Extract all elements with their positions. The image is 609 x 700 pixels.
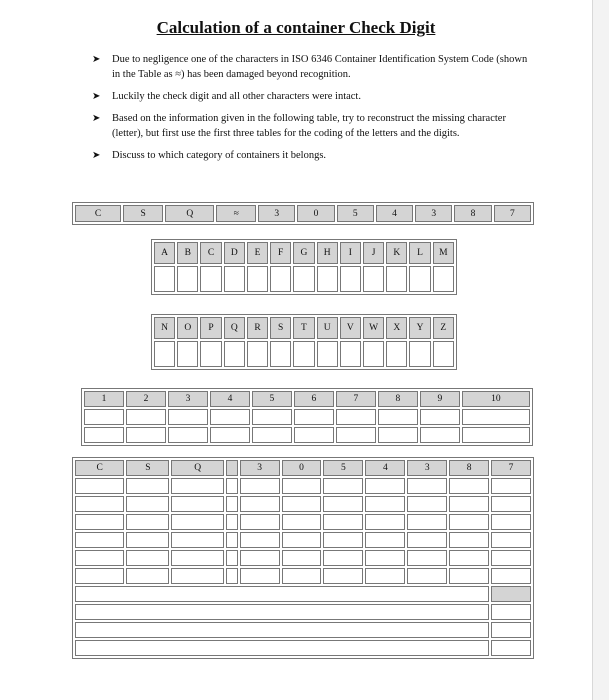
code-cell: 4 bbox=[376, 205, 413, 222]
blank-cell bbox=[340, 341, 361, 367]
blank-cell bbox=[409, 341, 430, 367]
code-cell: S bbox=[123, 205, 163, 222]
blank-cell bbox=[462, 427, 530, 443]
blank-cell bbox=[75, 478, 124, 494]
missing-character-cell bbox=[226, 460, 238, 476]
blank-cell bbox=[323, 532, 363, 548]
blank-cell bbox=[491, 568, 531, 584]
instruction-item: ➤ Luckily the check digit and all other characters were intact. bbox=[92, 91, 361, 102]
table-row bbox=[75, 550, 531, 566]
code-cell: 0 bbox=[297, 205, 334, 222]
table-row bbox=[75, 532, 531, 548]
blank-cell bbox=[84, 409, 124, 425]
blank-cell bbox=[226, 514, 238, 530]
blank-cell bbox=[317, 341, 338, 367]
blank-cell bbox=[171, 478, 223, 494]
blank-cell bbox=[282, 532, 322, 548]
blank-cell bbox=[336, 409, 376, 425]
blank-cell bbox=[323, 514, 363, 530]
arrow-bullet-icon: ➤ bbox=[92, 113, 101, 124]
blank-cell bbox=[386, 266, 407, 292]
blank-cell bbox=[449, 568, 489, 584]
blank-cell bbox=[240, 532, 280, 548]
arrow-bullet-icon: ➤ bbox=[92, 150, 101, 161]
blank-cell bbox=[323, 496, 363, 512]
arrow-bullet-icon: ➤ bbox=[92, 54, 101, 65]
blank-cell bbox=[407, 532, 447, 548]
blank-cell bbox=[491, 622, 531, 638]
blank-cell bbox=[126, 478, 169, 494]
damaged-code-cell: ≈ bbox=[216, 205, 256, 222]
blank-cell bbox=[126, 496, 169, 512]
blank-cell bbox=[365, 478, 405, 494]
number-cell: 5 bbox=[252, 391, 292, 407]
blank-cell bbox=[407, 514, 447, 530]
blank-cell bbox=[449, 532, 489, 548]
number-cell: 1 bbox=[84, 391, 124, 407]
blank-cell bbox=[200, 341, 221, 367]
blank-cell bbox=[270, 266, 291, 292]
blank-cell bbox=[407, 496, 447, 512]
table-row bbox=[75, 568, 531, 584]
blank-cell bbox=[363, 266, 384, 292]
blank-cell bbox=[210, 427, 250, 443]
number-cell: 9 bbox=[420, 391, 460, 407]
number-cell: 7 bbox=[336, 391, 376, 407]
blank-cell bbox=[282, 478, 322, 494]
work-header-cell: 3 bbox=[407, 460, 447, 476]
blank-cell bbox=[491, 550, 531, 566]
blank-cell bbox=[126, 427, 166, 443]
blank-cell bbox=[282, 568, 322, 584]
letter-cell: E bbox=[247, 242, 268, 264]
number-cell: 3 bbox=[168, 391, 208, 407]
blank-cell bbox=[75, 604, 489, 620]
blank-cell bbox=[75, 568, 124, 584]
blank-cell bbox=[491, 532, 531, 548]
table-row bbox=[154, 341, 454, 367]
blank-cell bbox=[365, 550, 405, 566]
blank-cell bbox=[449, 496, 489, 512]
blank-cell bbox=[270, 341, 291, 367]
letter-cell: H bbox=[317, 242, 338, 264]
instruction-item: ➤ Discuss to which category of containers it belongs. bbox=[92, 150, 327, 161]
number-cell: 6 bbox=[294, 391, 334, 407]
blank-cell bbox=[240, 478, 280, 494]
blank-cell bbox=[282, 514, 322, 530]
blank-cell bbox=[210, 409, 250, 425]
blank-cell bbox=[407, 478, 447, 494]
table-row bbox=[84, 409, 530, 425]
blank-cell bbox=[449, 478, 489, 494]
table-row bbox=[75, 514, 531, 530]
blank-cell bbox=[294, 427, 334, 443]
blank-cell bbox=[365, 514, 405, 530]
blank-cell bbox=[293, 266, 314, 292]
blank-cell bbox=[171, 568, 223, 584]
blank-cell bbox=[323, 550, 363, 566]
blank-cell bbox=[247, 266, 268, 292]
blank-cell bbox=[171, 496, 223, 512]
blank-cell bbox=[168, 409, 208, 425]
letter-cell: J bbox=[363, 242, 384, 264]
blank-cell bbox=[378, 409, 418, 425]
container-code-table bbox=[72, 202, 534, 225]
number-cell: 10 bbox=[462, 391, 530, 407]
blank-cell bbox=[240, 550, 280, 566]
letter-cell: D bbox=[224, 242, 245, 264]
blank-cell bbox=[126, 550, 169, 566]
blank-cell bbox=[449, 514, 489, 530]
blank-cell bbox=[224, 266, 245, 292]
blank-cell bbox=[365, 496, 405, 512]
table-row bbox=[75, 640, 531, 656]
work-header-cell: S bbox=[126, 460, 169, 476]
letter-cell: U bbox=[317, 317, 338, 339]
blank-cell bbox=[293, 341, 314, 367]
arrow-bullet-icon: ➤ bbox=[92, 91, 101, 102]
blank-cell bbox=[378, 427, 418, 443]
blank-cell bbox=[168, 427, 208, 443]
letter-cell: Y bbox=[409, 317, 430, 339]
work-header-cell: 3 bbox=[240, 460, 280, 476]
blank-cell bbox=[154, 266, 175, 292]
work-header-cell: 5 bbox=[323, 460, 363, 476]
table-row bbox=[75, 586, 531, 602]
letter-cell: Q bbox=[224, 317, 245, 339]
number-cell: 2 bbox=[126, 391, 166, 407]
blank-cell bbox=[386, 341, 407, 367]
blank-cell bbox=[226, 532, 238, 548]
blank-cell bbox=[75, 496, 124, 512]
table-row bbox=[75, 478, 531, 494]
number-cell: 4 bbox=[210, 391, 250, 407]
instruction-item: ➤ Based on the information given in the following table, try to reconstruct the missing character (letter), but first use the first three tables for the coding of the letters and the digits. bbox=[92, 113, 506, 139]
blank-cell bbox=[252, 427, 292, 443]
letter-cell: W bbox=[363, 317, 384, 339]
instruction-item: ➤ Due to negligence one of the characters in ISO 6346 Container Identification System Code (shown in the Table as ≈) has been damaged beyond recognition. bbox=[92, 54, 528, 80]
blank-cell bbox=[240, 496, 280, 512]
work-header-cell: C bbox=[75, 460, 124, 476]
table-row bbox=[154, 317, 454, 339]
table-row bbox=[75, 622, 531, 638]
blank-cell bbox=[282, 550, 322, 566]
blank-cell bbox=[126, 409, 166, 425]
letter-cell: X bbox=[386, 317, 407, 339]
letters-n-z-table bbox=[151, 314, 457, 370]
blank-cell bbox=[491, 514, 531, 530]
letter-cell: M bbox=[433, 242, 454, 264]
letter-cell: S bbox=[270, 317, 291, 339]
sum-result-cell bbox=[491, 586, 531, 602]
table-row bbox=[75, 496, 531, 512]
blank-cell bbox=[247, 341, 268, 367]
blank-cell bbox=[154, 341, 175, 367]
letter-cell: F bbox=[270, 242, 291, 264]
letter-cell: I bbox=[340, 242, 361, 264]
letter-cell: K bbox=[386, 242, 407, 264]
check-digit-cell: 7 bbox=[494, 205, 531, 222]
blank-cell bbox=[336, 427, 376, 443]
letter-cell: A bbox=[154, 242, 175, 264]
blank-cell bbox=[75, 640, 489, 656]
blank-cell bbox=[226, 478, 238, 494]
blank-cell bbox=[449, 550, 489, 566]
blank-cell bbox=[282, 496, 322, 512]
blank-cell bbox=[171, 514, 223, 530]
blank-cell bbox=[363, 341, 384, 367]
blank-cell bbox=[365, 568, 405, 584]
letter-cell: V bbox=[340, 317, 361, 339]
work-header-cell: Q bbox=[171, 460, 223, 476]
table-row bbox=[154, 242, 454, 264]
letter-cell: L bbox=[409, 242, 430, 264]
blank-cell bbox=[126, 532, 169, 548]
letters-a-m-table bbox=[151, 239, 457, 295]
blank-cell bbox=[226, 550, 238, 566]
blank-cell bbox=[171, 532, 223, 548]
letter-cell: P bbox=[200, 317, 221, 339]
blank-cell bbox=[462, 409, 530, 425]
code-cell: 3 bbox=[415, 205, 452, 222]
blank-cell bbox=[407, 550, 447, 566]
blank-cell bbox=[407, 568, 447, 584]
blank-cell bbox=[491, 478, 531, 494]
blank-cell bbox=[433, 266, 454, 292]
blank-cell bbox=[177, 341, 198, 367]
blank-cell bbox=[252, 409, 292, 425]
table-row bbox=[75, 460, 531, 476]
letter-cell: T bbox=[293, 317, 314, 339]
code-cell: 5 bbox=[337, 205, 374, 222]
blank-cell bbox=[224, 341, 245, 367]
table-row bbox=[84, 427, 530, 443]
code-cell: 8 bbox=[454, 205, 491, 222]
letter-cell: G bbox=[293, 242, 314, 264]
table-row bbox=[84, 391, 530, 407]
blank-cell bbox=[433, 341, 454, 367]
blank-cell bbox=[420, 409, 460, 425]
blank-cell bbox=[340, 266, 361, 292]
blank-cell bbox=[294, 409, 334, 425]
page-title: Calculation of a container Check Digit bbox=[156, 18, 436, 37]
number-table bbox=[81, 388, 533, 446]
blank-cell bbox=[240, 568, 280, 584]
blank-cell bbox=[126, 568, 169, 584]
blank-cell bbox=[420, 427, 460, 443]
blank-cell bbox=[84, 427, 124, 443]
sum-cell bbox=[75, 586, 489, 602]
work-header-cell: 4 bbox=[365, 460, 405, 476]
blank-cell bbox=[200, 266, 221, 292]
blank-cell bbox=[365, 532, 405, 548]
table-row bbox=[154, 266, 454, 292]
blank-cell bbox=[75, 622, 489, 638]
blank-cell bbox=[75, 550, 124, 566]
blank-cell bbox=[323, 568, 363, 584]
number-cell: 8 bbox=[378, 391, 418, 407]
blank-cell bbox=[75, 514, 124, 530]
blank-cell bbox=[491, 640, 531, 656]
letter-cell: R bbox=[247, 317, 268, 339]
blank-cell bbox=[226, 496, 238, 512]
blank-cell bbox=[409, 266, 430, 292]
letter-cell: O bbox=[177, 317, 198, 339]
blank-cell bbox=[317, 266, 338, 292]
blank-cell bbox=[75, 532, 124, 548]
letter-cell: B bbox=[177, 242, 198, 264]
table-row bbox=[75, 604, 531, 620]
code-cell: C bbox=[75, 205, 121, 222]
blank-cell bbox=[171, 550, 223, 566]
table-row bbox=[75, 205, 531, 222]
code-cell: 3 bbox=[258, 205, 295, 222]
work-header-cell: 8 bbox=[449, 460, 489, 476]
instructions-list bbox=[92, 52, 537, 170]
blank-cell bbox=[177, 266, 198, 292]
calculation-work-table bbox=[72, 457, 534, 659]
letter-cell: C bbox=[200, 242, 221, 264]
blank-cell bbox=[491, 604, 531, 620]
code-cell: Q bbox=[165, 205, 214, 222]
blank-cell bbox=[240, 514, 280, 530]
letter-cell: N bbox=[154, 317, 175, 339]
blank-cell bbox=[491, 496, 531, 512]
blank-cell bbox=[226, 568, 238, 584]
work-check-digit-cell: 7 bbox=[491, 460, 531, 476]
letter-cell: Z bbox=[433, 317, 454, 339]
work-header-cell: 0 bbox=[282, 460, 322, 476]
blank-cell bbox=[323, 478, 363, 494]
blank-cell bbox=[126, 514, 169, 530]
